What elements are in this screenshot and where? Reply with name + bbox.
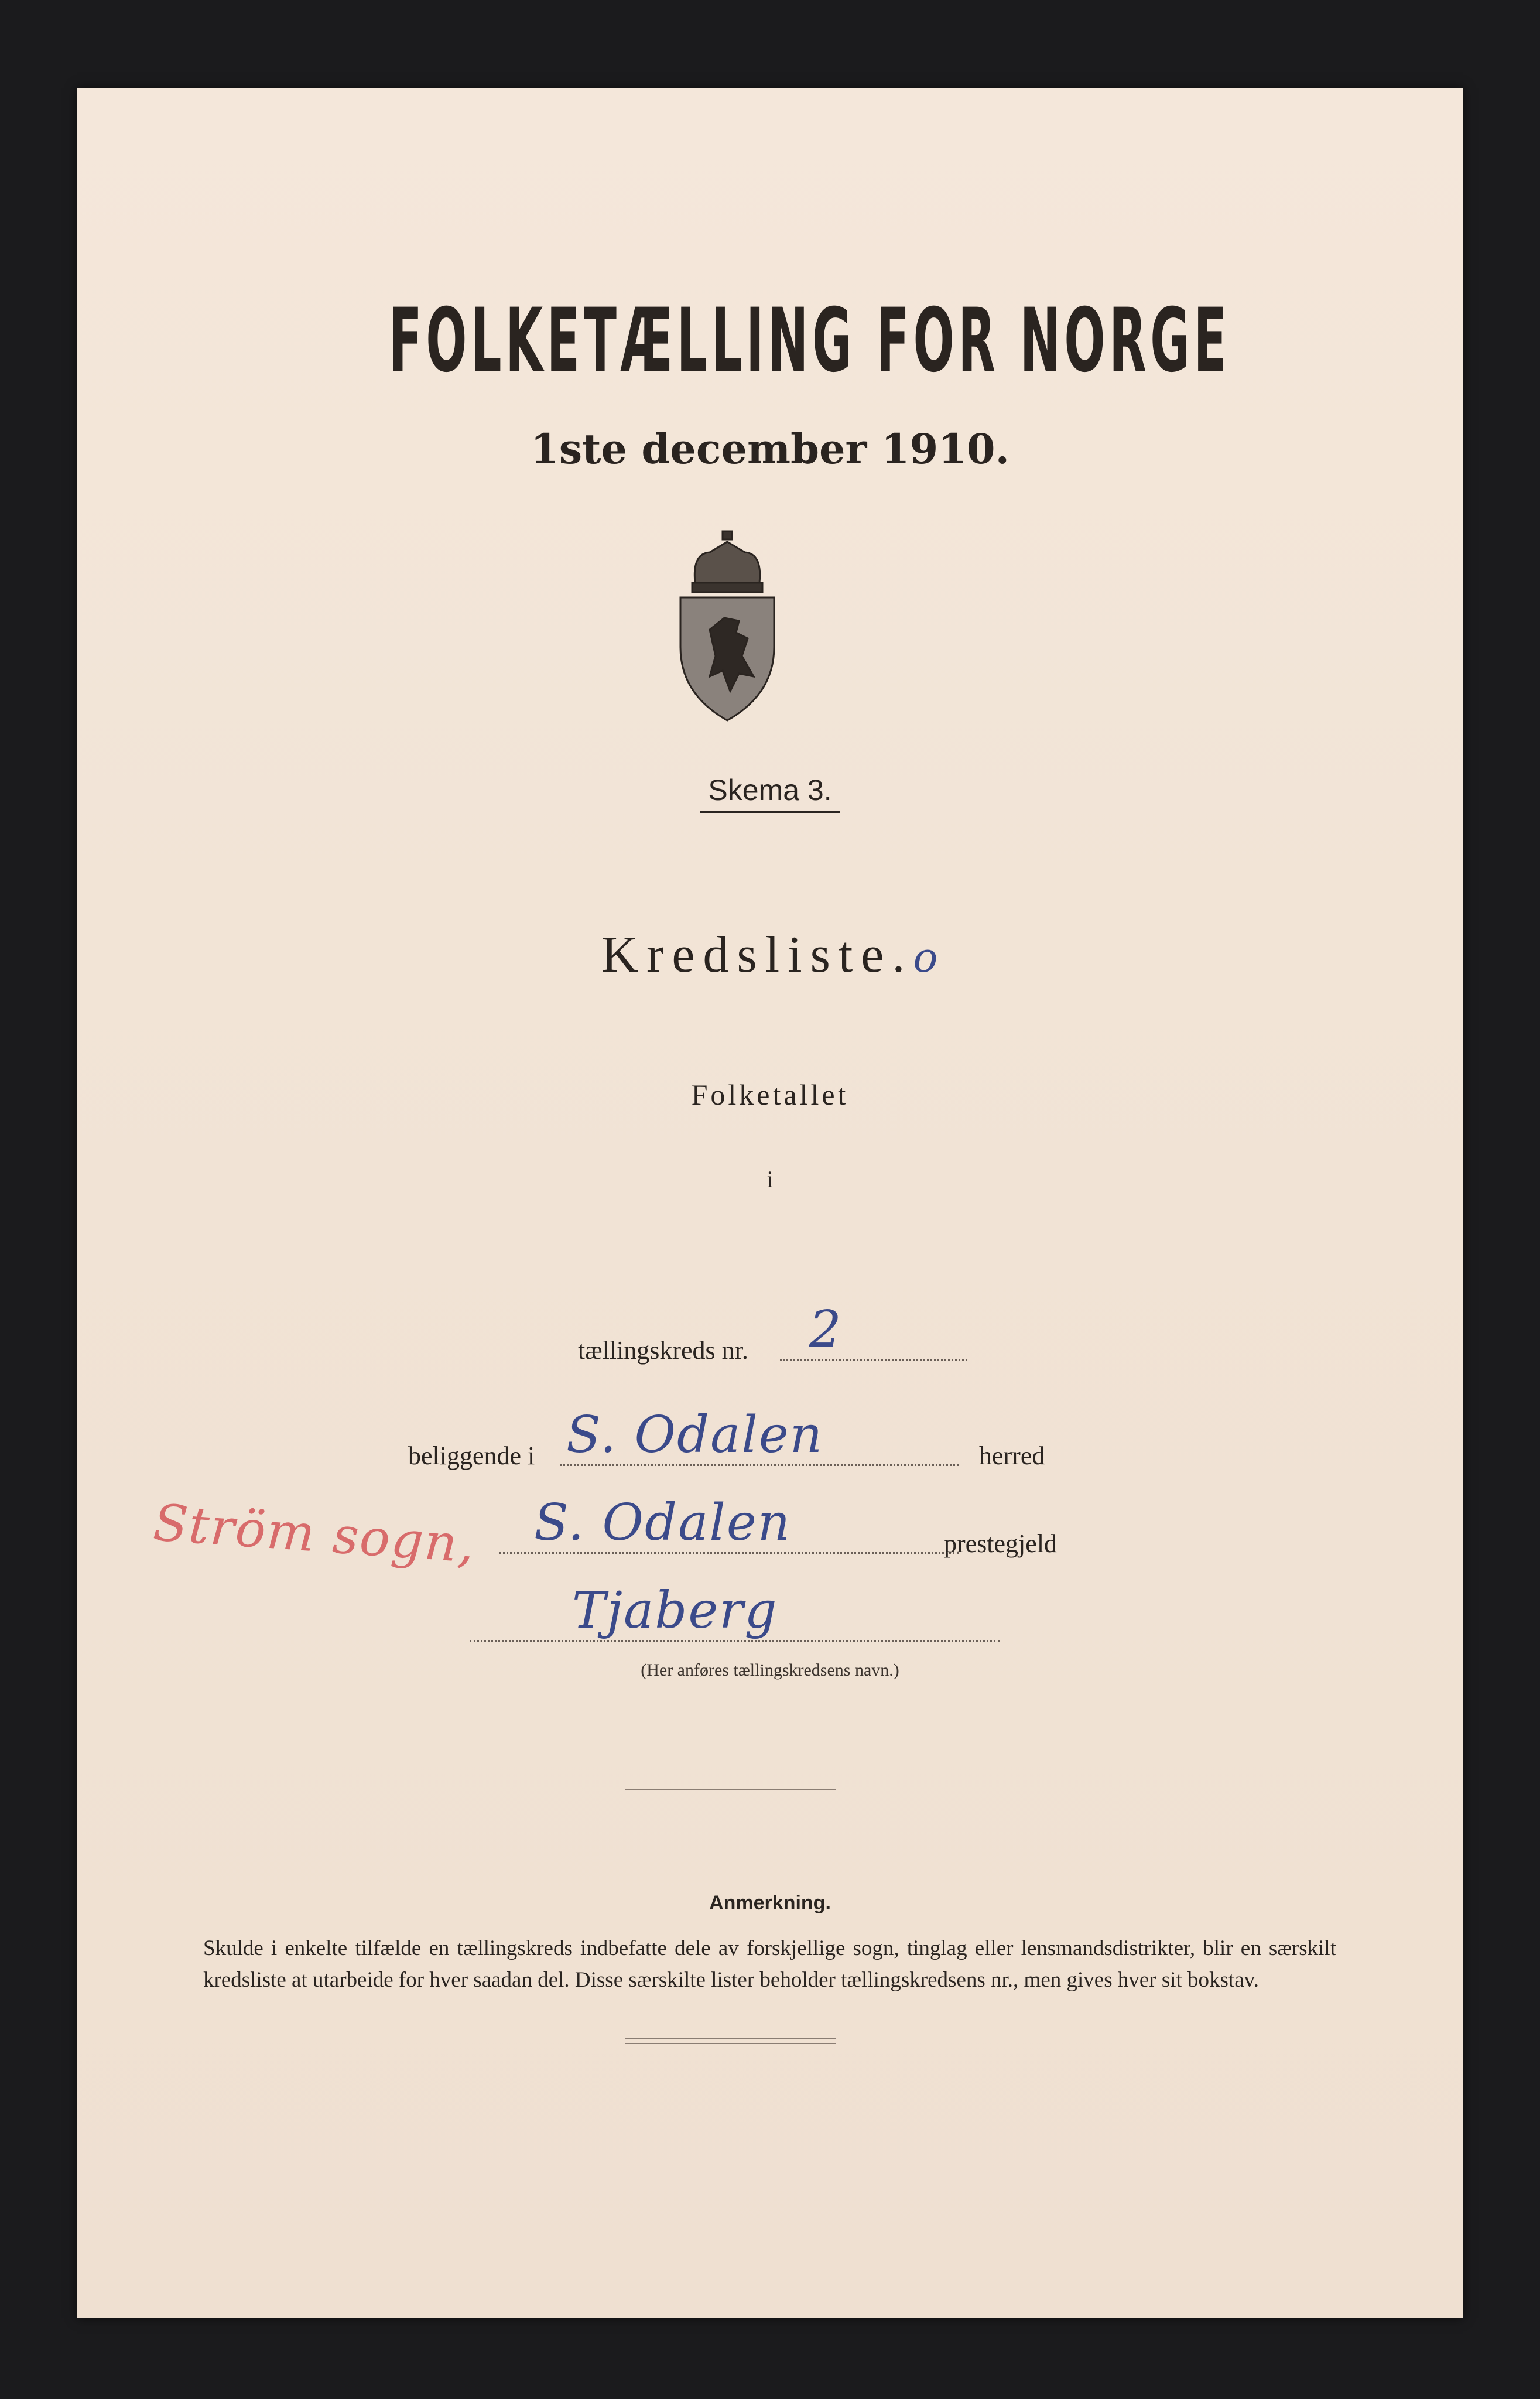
herred-prefix: beliggende i	[408, 1441, 535, 1470]
folketallet-label: Folketallet	[691, 1078, 849, 1111]
kredsnavn-hint: (Her anføres tællingskredsens navn.)	[641, 1660, 899, 1680]
census-date: 1ste december 1910.	[531, 425, 1009, 473]
anmerkning-text: Skulde i enkelte tilfælde en tællingskreds indbefatte dele av forskjellige sogn, tinglag eller lensmandsdistrikter, blir en særskilt kredsliste at utarbeide for hver saadan del. Disse særskilte lister beholder tællingskredsens nr., men gives hver sit bokstav.	[203, 1936, 1336, 1992]
herred-line	[560, 1464, 959, 1466]
herred-suffix: herred	[979, 1441, 1045, 1470]
kreds-nr-value: 2	[809, 1300, 843, 1359]
kredsliste-letter: o	[913, 934, 939, 982]
census-form-page	[77, 88, 1463, 2318]
i-label: i	[766, 1166, 774, 1192]
red-sogn-note: Ström sogn,	[151, 1494, 478, 1575]
kredsliste-heading	[77, 925, 1463, 985]
anmerkning-heading: Anmerkning.	[709, 1892, 831, 1914]
kreds-nr-label: tællingskreds nr.	[578, 1336, 748, 1365]
norwegian-coat-of-arms-icon	[669, 530, 786, 723]
prestegjeld-suffix: prestegjeld	[944, 1529, 1058, 1558]
kredsnavn-line	[470, 1640, 1000, 1642]
herred-value: S. Odalen	[566, 1406, 824, 1464]
divider-rule	[625, 1789, 836, 1790]
prestegjeld-value: S. Odalen	[534, 1494, 792, 1552]
prestegjeld-line	[499, 1552, 959, 1554]
form-title: FOLKETÆLLING FOR NORGE	[389, 290, 1231, 392]
kreds-nr-line	[780, 1359, 967, 1361]
kredsliste-label: Kredsliste.	[601, 927, 913, 983]
double-rule	[625, 2038, 836, 2044]
kredsnavn-value: Tjaberg	[572, 1581, 778, 1640]
schema-label: Skema 3.	[77, 773, 1463, 813]
